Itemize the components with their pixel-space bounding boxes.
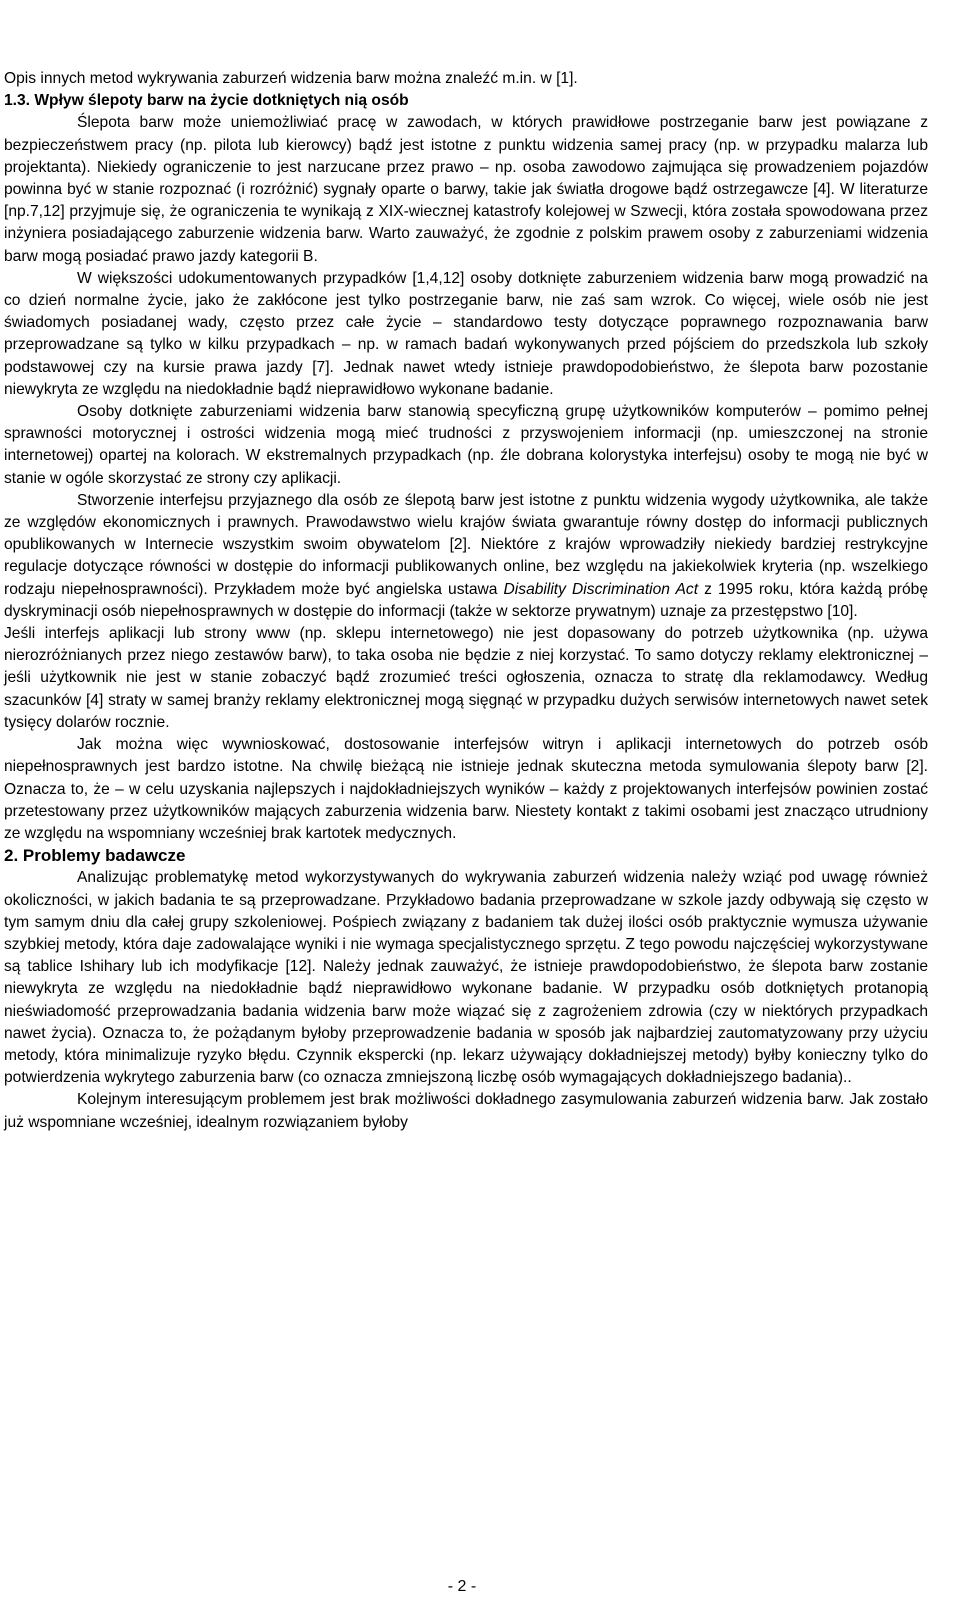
paragraph-1: Ślepota barw może uniemożliwiać pracę w zawodach, w których prawidłowe postrzeganie barw jest powiązane z bezpieczeństwem pracy (np. pilota lub kierowcy) bądź jest istotne z punktu widzenia samej pracy (np. w przypadku malarza lub projektanta). Niekiedy ograniczenie to jest narzucane przez prawo – np. osoba zawodowo zajmująca się prowadzeniem pojazdów powinna być w stanie rozpoznać (i rozróżnić) sygnały oparte o barwy, takie jak światła drogowe bądź ostrzegawcze [4]. W literaturze [np.7,12] przyjmuje się, że ograniczenia te wynikają z XIX-wiecznej katastrofy kolejowej w Szwecji, która została spowodowana przez inżyniera posiadającego zaburzenie widzenia barw. Warto zauważyć, że zgodnie z polskim prawem osoby z zaburzeniami widzenia barw mogą posiadać prawo jazdy kategorii B. (4, 114, 928, 265)
page-number: - 2 - (447, 1578, 477, 1595)
header-institute: Instytut Informatyki (372, 4, 515, 23)
paragraph-3: Osoby dotknięte zaburzeniami widzenia barw stanowią specyficzną grupę użytkowników komputerów – pomimo pełnej sprawności motorycznej i ostrości widzenia mogą mieć trudności z przyswojeniem informacji (np. umieszczonej na stronie internetowej) opartej na kolorach. W ekstremalnych przypadkach (np. źle dobrana kolorystyka interfejsu) osoby te mogą nie być w stanie w ogóle skorzystać ze strony czy aplikacji. (4, 403, 928, 487)
paragraph-4-part-1: Stworzenie interfejsu przyjaznego dla osób ze ślepotą barw jest istotne z punktu widzenia wygody użytkownika, ale także ze względów ekonomicznych i prawnych. Prawodawstwo wielu krajów świata gwarantuje równy dostęp do informacji publicznych opublikowanych w Internecie wszystkim swoim obywatelom [2]. Niektóre z krajów wprowadziły niekiedy bardziej restrykcyjne regulacje dotyczące równości w dostępie do informacji publikowanych online, bez względu na jakiekolwiek kryteria (np. wszelkiego rodzaju niepełnosprawności). Przykładem może być angielska ustawa (4, 491, 928, 598)
paragraph-4-part-2: z 1995 roku, która każdą próbę dyskryminacji osób niepełnosprawnych w dostępie do informacji (także w sektorze prywatnym) uznaje za przestępstwo [10]. (4, 580, 928, 620)
header-author: mgr inż. Maciej LASKOWSKI (4, 4, 224, 23)
paragraph-8: Kolejnym interesującym problemem jest brak możliwości dokładnego zasymulowania zaburzeń widzenia barw. Jak zostało już wspomniane wcześniej, idealnym rozwiązaniem byłoby (4, 1091, 928, 1131)
paragraph-4 (4, 490, 928, 623)
paragraph-7: Analizując problematykę metod wykorzystywanych do wykrywania zaburzeń widzenia należy wziąć pod uwagę również okoliczności, w jakich badania te są przeprowadzane. Przykładowo badania przeprowadzane w szkole jazdy odbywają się często w tym samym dniu dla całej grupy szkoleniowej. Pośpiech związany z badaniem tak dużej ilości osób praktycznie wymusza używanie szybkiej metody, która daje zadowalające wyniki i nie wymaga specjalistycznego sprzętu. Z tego powodu najczęściej wykorzystywane są tablice Ishihary lub ich modyfikacje [12]. Należy jednak zauważyć, że istnieje prawdopodobieństwo, że ślepota barw zostanie niewykryta ze względu na niedokładnie bądź nieprawidłowo wykonane badanie. W przypadku osób dotkniętych protanopią nieświadomość przeprowadzania badania widzenia barw może wiązać się z zagrożeniem zdrowia (czy w niektórych przypadkach nawet życia). Oznacza to, że pożądanym byłoby przeprowadzenie badania w sposób jak najbardziej zautomatyzowany przy użyciu metody, która minimalizuje ryzyko błędu. Czynnik ekspercki (np. lekarz używający dokładniejszej metody) byłby konieczny tylko do potwierdzenia wykrytego zaburzenia barw (co oznacza zmniejszoną liczbę osób wymagających dokładniejszego badania).. (4, 869, 928, 1087)
section-1-3-title: 1.3. Wpływ ślepoty barw na życie dotkniętych nią osób (4, 92, 409, 110)
document-body (4, 68, 928, 1134)
intro-line: Opis innych metod wykrywania zaburzeń widzenia barw można znaleźć m.in. w [1]. (4, 70, 578, 87)
paragraph-5: Jeśli interfejs aplikacji lub strony www (np. sklepu internetowego) nie jest dopasowany do potrzeb użytkownika (np. używa nierozróżnianych przez niego zestawów barw), to taka osoba nie będzie z niej korzystać. To samo dotyczy reklamy elektronicznej – jeśli użytkownik nie jest w stanie zobaczyć bądź zrozumieć treści ogłoszenia, oznacza to stratę dla reklamodawcy. Według szacunków [4] straty w samej branży reklamy elektronicznej mogą sięgnąć w przypadku dużych serwisów internetowych nawet setek tysięcy dolarów rocznie. (4, 625, 928, 731)
paragraph-2: W większości udokumentowanych przypadków [1,4,12] osoby dotknięte zaburzeniem widzenia barw mogą prowadzić na co dzień normalne życie, jako że zakłócone jest tylko postrzeganie barw, nie zaś sam wzrok. Co więcej, wiele osób nie jest świadomych posiadanej wady, często przez całe życie – standardowo testy dotyczące poprawnego rozpoznawania barw przeprowadzane są tylko w kilku przypadkach – np. w ramach badań wykonywanych przed pójściem do przedszkola lub szkoły podstawowej czy na kursie prawa jazdy [7]. Jednak nawet wtedy istnieje prawdopodobieństwo, że ślepota barw pozostanie niewykryta ze względu na niedokładnie bądź nieprawidłowo wykonane badanie. (4, 269, 928, 398)
header-university: Politechnika Lubelska (791, 4, 956, 23)
section-2-title: 2. Problemy badawcze (4, 846, 186, 866)
page-header (0, 0, 960, 40)
act-name: Disability Discrimination Act (503, 580, 699, 598)
paragraph-6: Jak można więc wywnioskować, dostosowanie interfejsów witryn i aplikacji internetowych do potrzeb osób niepełnosprawnych jest bardzo istotne. Na chwilę bieżącą nie istnieje jednak skuteczna metoda symulowania ślepoty barw [2]. Oznacza to, że – w celu uzyskania najlepszych i najdokładniejszych wyników – każdy z projektowanych interfejsów powinien zostać przetestowany przez użytkowników mających zaburzenia widzenia barw. Niestety kontakt z takimi osobami jest znacząco utrudniony ze względu na wspomniany wcześniej brak kartotek medycznych. (4, 736, 928, 842)
